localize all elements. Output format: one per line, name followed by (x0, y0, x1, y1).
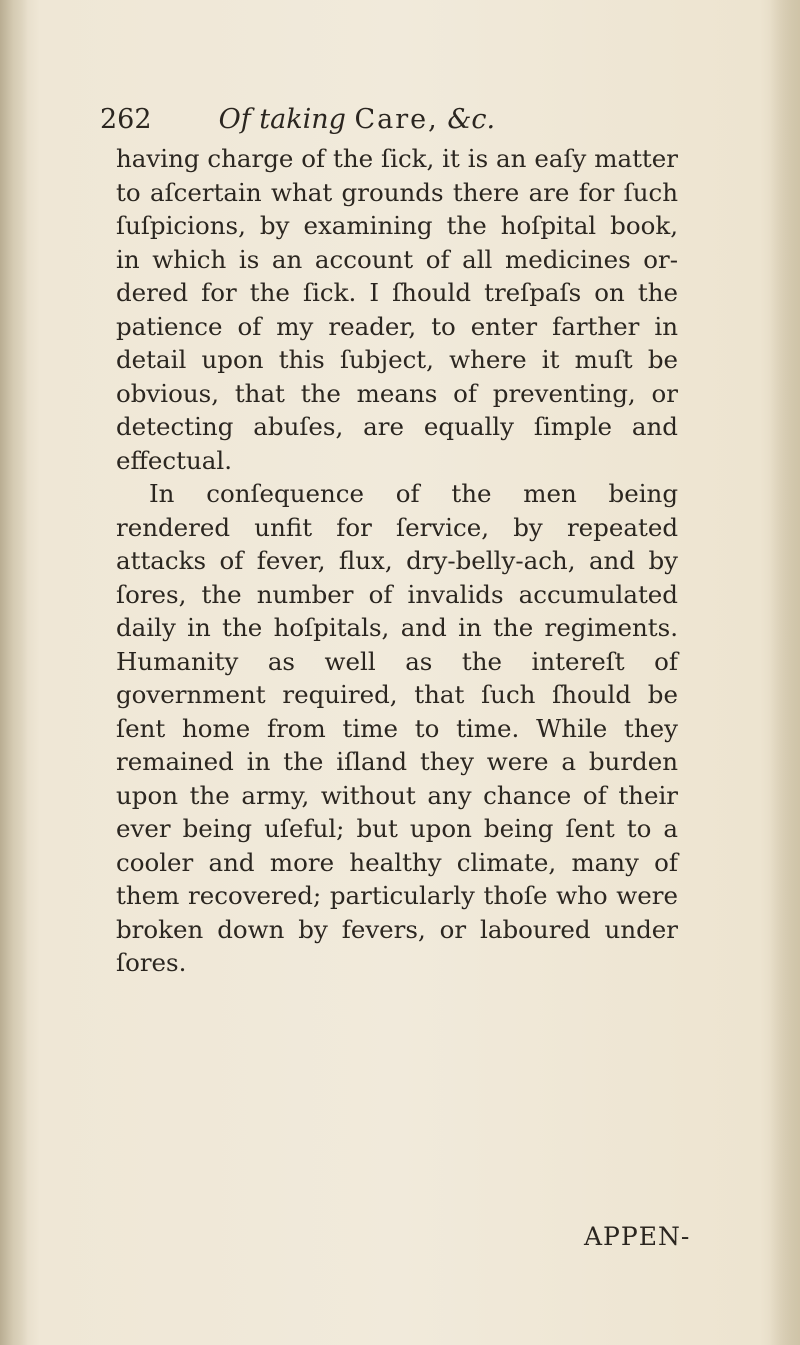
running-title-caps: Care, (354, 104, 439, 135)
page-number: 262 (100, 104, 152, 135)
catchword: APPEN- (584, 1222, 691, 1251)
running-header (100, 100, 740, 140)
page-gutter (0, 0, 28, 1345)
body-text (116, 142, 678, 980)
running-title-italic: Of taking (218, 104, 346, 135)
paragraph-invalids: In conſequence of the men being rendered unfit for ſervice, by repeated attacks of fever, flux, dry-belly-ach, and by ſores, the number of invalids accumulated daily in the hoſpitals, and in the regiments. Humanity as well as the intereſt of government required, that ſuch ſhould be ſent home from time to time. While they remained in the iſland they were a burden upon the army, without any chance of their ever being uſeful; but upon being ſent to a cooler and more healthy climate, many of them recovered; particularly thoſe who were broken down by fevers, or laboured under ſores. (116, 479, 678, 977)
paragraph-continuation: having charge of the ſick, it is an eaſy matter to aſcertain what grounds there are for ſuch ſuſpicions, by examining the hoſpital book, in which is an account of all medicines or- dered for the ſick. I ſhould treſpaſs on the patience of my reader, to enter farther in detail upon this ſubject, where it muſt be obvious, that the means of preventing, or detecting abuſes, are equally ſimple and effectual. (116, 144, 678, 475)
running-title-etc: &c. (447, 104, 496, 135)
page-edge (770, 0, 800, 1345)
running-title (219, 100, 496, 140)
